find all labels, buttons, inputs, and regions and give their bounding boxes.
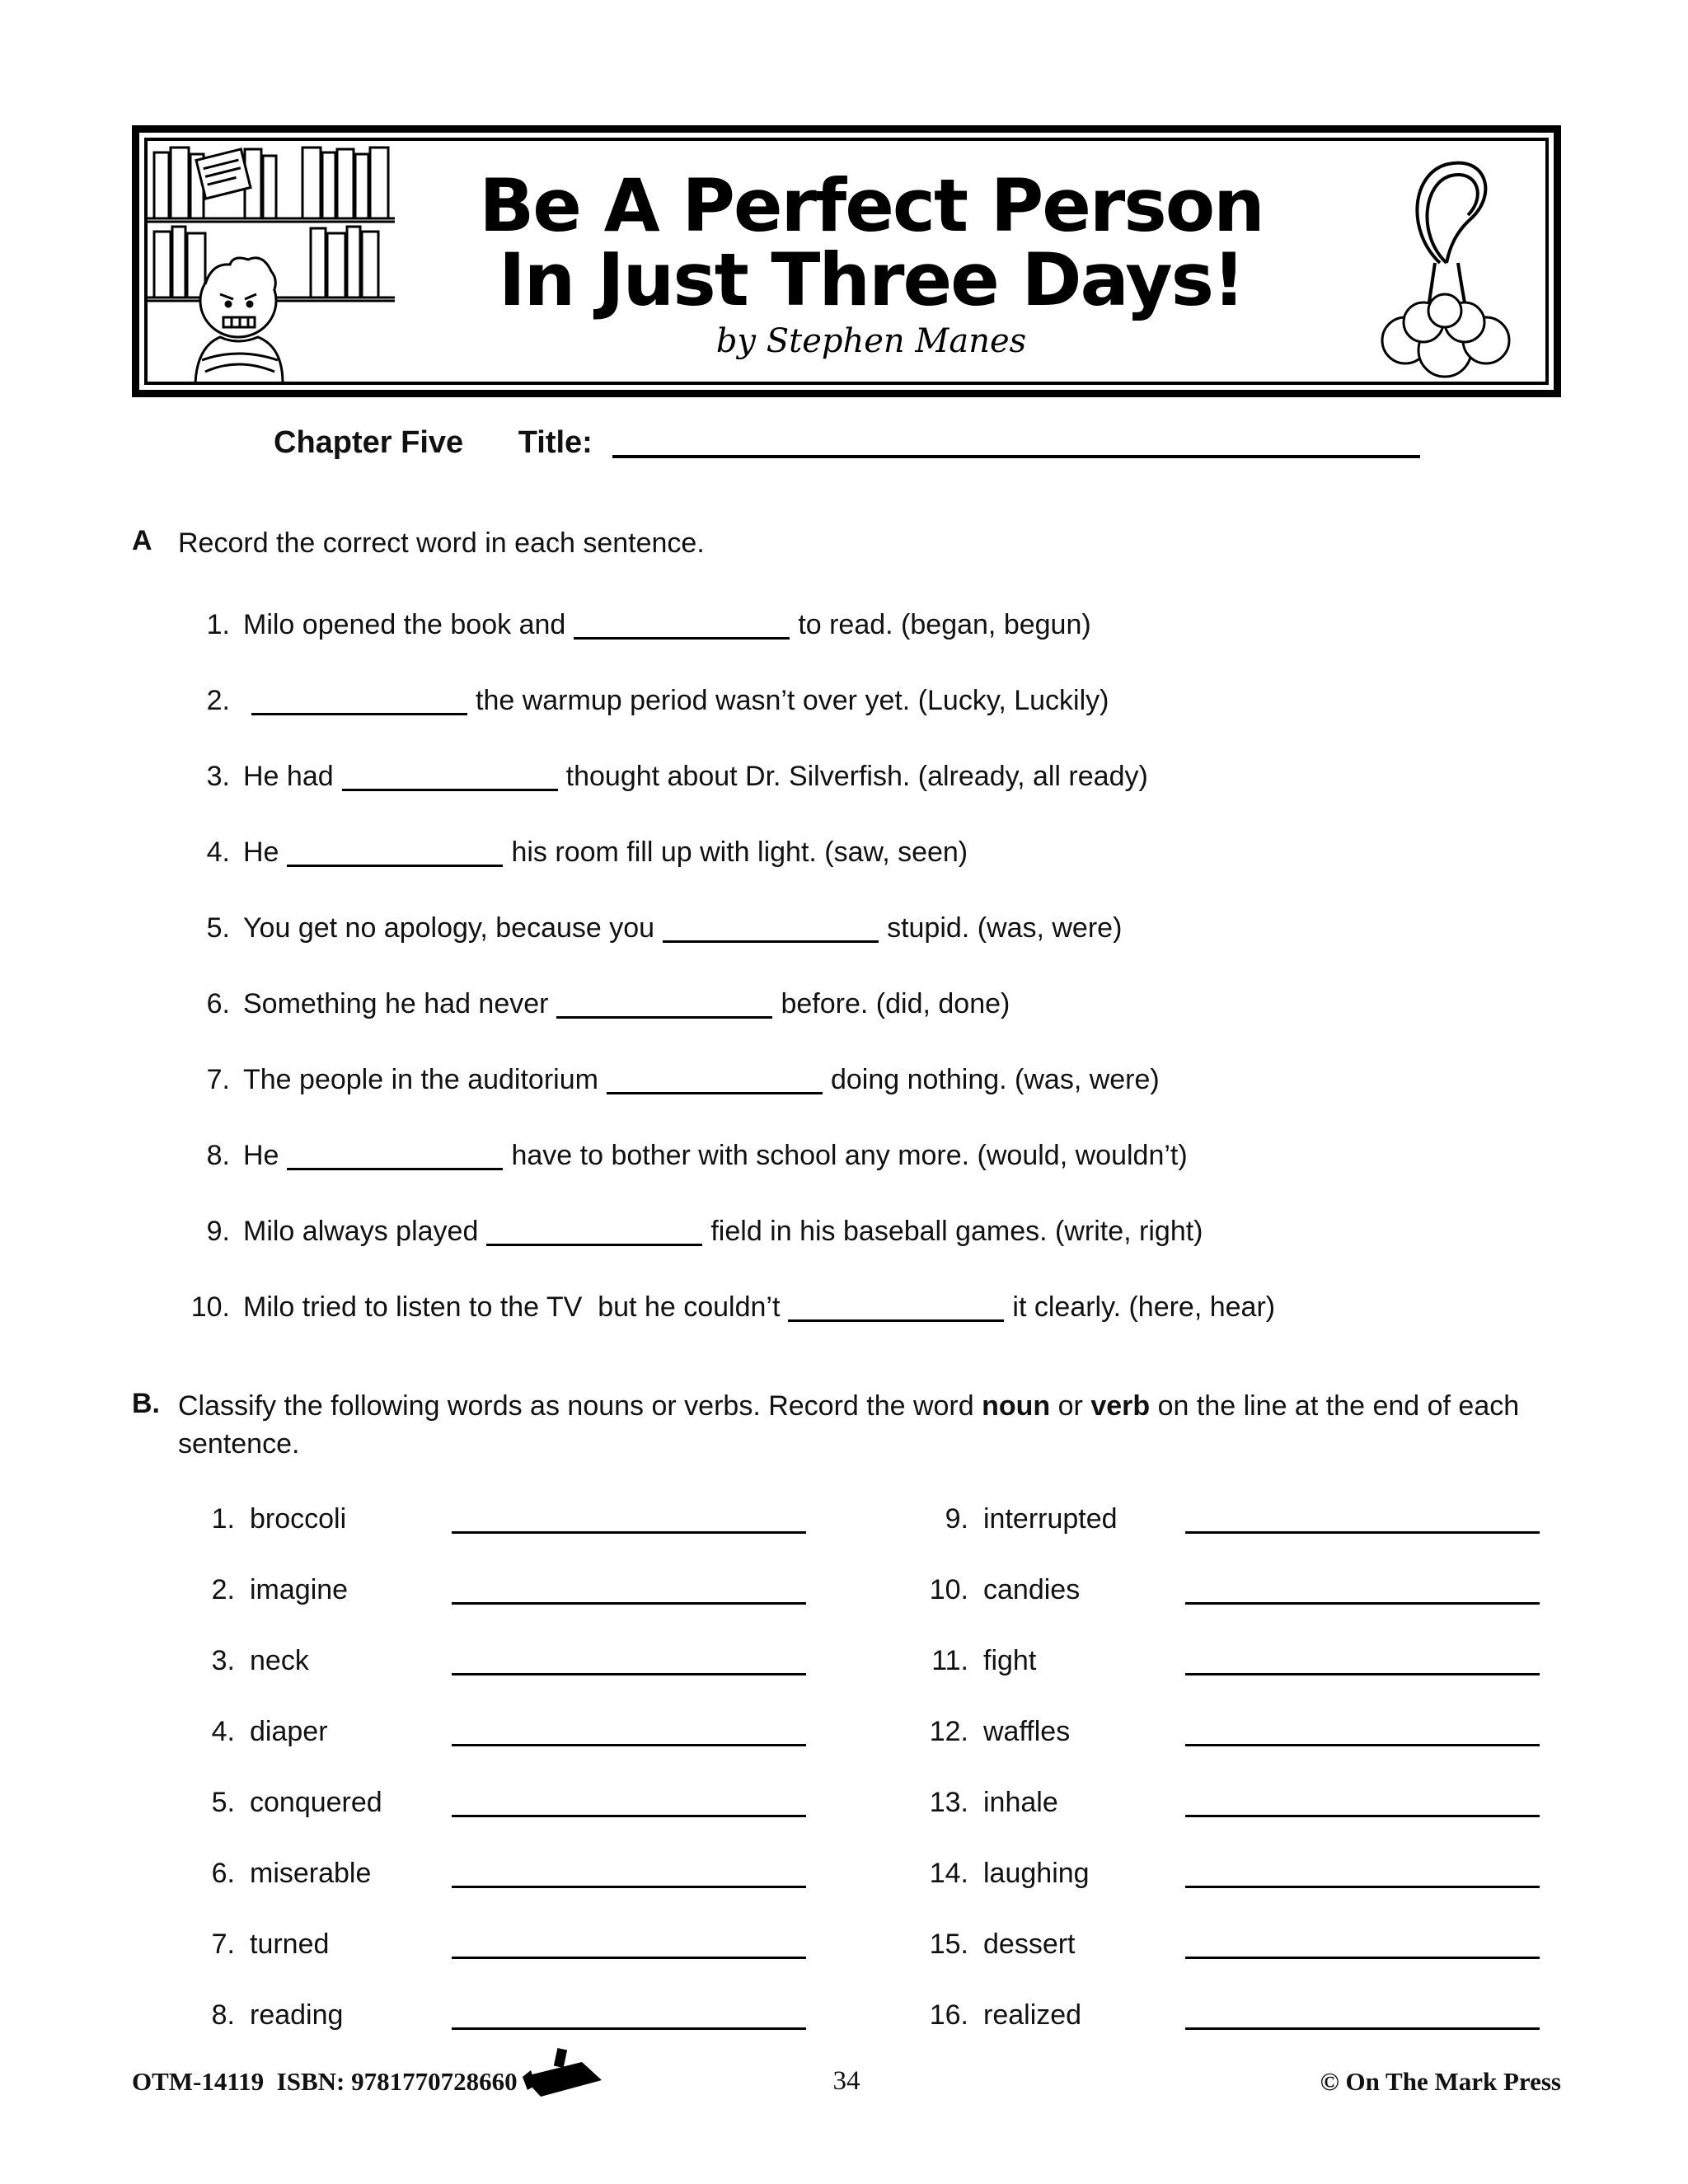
word-label: waffles — [983, 1715, 1071, 1747]
classification-blank — [452, 1722, 806, 1746]
section-b-left-column — [177, 1503, 861, 2070]
item-number: 8. — [206, 1139, 230, 1171]
item-number: 10. — [190, 1291, 230, 1323]
word-item — [911, 1999, 1540, 2032]
item-number: 4. — [206, 836, 230, 868]
sentence-post: before. (did, done) — [781, 987, 1010, 1019]
classification-blank — [452, 1793, 806, 1817]
chapter-line — [274, 425, 1561, 461]
sentence-post: doing nothing. (was, were) — [830, 1063, 1160, 1095]
answer-blank — [788, 1298, 1004, 1322]
word-item — [177, 1999, 861, 2032]
item-number: 14. — [929, 1857, 968, 1889]
answer-blank — [663, 919, 879, 943]
page-number: 34 — [832, 2066, 860, 2096]
sentence-pre: You get no apology, because you — [243, 912, 655, 944]
item-number: 9. — [945, 1502, 968, 1535]
sentence-post: have to bother with school any more. (would, wouldn’t) — [511, 1139, 1188, 1171]
classification-blank — [452, 1935, 806, 1959]
section-b-letter: B. — [132, 1387, 160, 1419]
sentence-item — [177, 1291, 1561, 1324]
classification-blank — [1185, 1793, 1540, 1817]
word-label: dessert — [983, 1928, 1076, 1960]
item-number: 5. — [211, 1786, 235, 1818]
answer-blank — [342, 767, 558, 791]
book-byline: by Stephen Manes — [715, 322, 1027, 361]
item-number: 15. — [929, 1928, 968, 1960]
sentence-post: stupid. (was, were) — [887, 912, 1123, 944]
sentence-post: field in his baseball games. (write, right) — [710, 1215, 1203, 1247]
book-title-line2: In Just Three Days! — [498, 237, 1245, 322]
classification-blank — [1185, 1652, 1540, 1675]
word-label: broccoli — [250, 1502, 347, 1535]
classification-blank — [452, 1652, 806, 1675]
sentence-post: thought about Dr. Silverfish. (already, all ready) — [565, 760, 1148, 792]
section-a-list — [177, 609, 1561, 1324]
instruction-text: or — [1050, 1390, 1091, 1422]
word-label: neck — [250, 1644, 309, 1676]
classification-blank — [1185, 1935, 1540, 1959]
publisher-logo-icon — [519, 2046, 605, 2107]
answer-blank — [287, 843, 503, 867]
header-title-block — [395, 164, 1348, 359]
word-item — [177, 1645, 861, 1677]
broccoli-illustration — [1348, 141, 1545, 382]
classification-blank — [1185, 2006, 1540, 2030]
sentence-post: the warmup period wasn’t over yet. (Lucky, Luckily) — [476, 684, 1109, 716]
header-banner-inner — [144, 138, 1549, 385]
word-item — [177, 1787, 861, 1819]
sentence-pre: Milo tried to listen to the TV but he couldn’t — [243, 1291, 781, 1323]
item-number: 6. — [211, 1857, 235, 1889]
item-number: 7. — [206, 1063, 230, 1095]
word-label: imagine — [250, 1573, 349, 1605]
answer-blank — [574, 616, 790, 640]
answer-blank — [486, 1222, 702, 1246]
book-title-line1: Be A Perfect Person — [479, 162, 1264, 248]
answer-blank — [607, 1071, 823, 1094]
classification-blank — [1185, 1581, 1540, 1605]
word-label: turned — [250, 1928, 330, 1960]
word-item — [911, 1716, 1540, 1748]
item-number: 16. — [929, 1999, 968, 2031]
section-b-instruction — [178, 1388, 1561, 1464]
item-number: 4. — [211, 1715, 235, 1747]
sentence-item — [177, 837, 1561, 869]
item-number: 5. — [206, 912, 230, 944]
section-a-instruction: Record the correct word in each sentence. — [178, 527, 705, 559]
chapter-title-blank — [612, 432, 1420, 458]
word-item — [177, 1929, 861, 1961]
sentence-item — [177, 912, 1561, 944]
classification-blank — [452, 1581, 806, 1605]
sentence-pre: Milo always played — [243, 1215, 479, 1247]
sentence-item — [177, 1064, 1561, 1096]
word-label: inhale — [983, 1786, 1058, 1818]
word-item — [177, 1858, 861, 1890]
footer-copyright: © On The Mark Press — [1320, 2067, 1561, 2096]
item-number: 3. — [206, 760, 230, 792]
item-number: 2. — [211, 1573, 235, 1605]
item-number: 9. — [206, 1215, 230, 1247]
chapter-label: Chapter Five — [274, 425, 464, 460]
sentence-item — [177, 988, 1561, 1020]
item-number: 7. — [211, 1928, 235, 1960]
sentence-pre: Milo opened the book and — [243, 608, 566, 640]
instruction-text: Classify the following words as nouns or verbs. Record the word — [178, 1390, 982, 1422]
item-number: 10. — [929, 1573, 968, 1605]
item-number: 1. — [206, 608, 230, 640]
word-label: laughing — [983, 1857, 1090, 1889]
sentence-post: his room fill up with light. (saw, seen) — [511, 836, 968, 868]
answer-blank — [251, 691, 467, 715]
word-item — [911, 1645, 1540, 1677]
item-number: 12. — [929, 1715, 968, 1747]
library-boy-illustration — [148, 141, 395, 382]
word-item — [177, 1716, 861, 1748]
classification-blank — [452, 1510, 806, 1534]
word-label: diaper — [250, 1715, 328, 1747]
item-number: 1. — [211, 1502, 235, 1535]
sentence-post: it clearly. (here, hear) — [1012, 1291, 1276, 1323]
item-number: 2. — [206, 684, 230, 716]
word-item — [911, 1503, 1540, 1535]
section-a-header — [132, 525, 1561, 563]
sentence-item — [177, 1216, 1561, 1248]
sentence-pre: He — [243, 836, 279, 868]
word-label: fight — [983, 1644, 1037, 1676]
sentence-pre: He — [243, 1139, 279, 1171]
word-label: realized — [983, 1999, 1082, 2031]
word-item — [911, 1858, 1540, 1890]
page-footer — [132, 2044, 1561, 2102]
classification-blank — [452, 2006, 806, 2030]
item-number: 11. — [931, 1644, 968, 1676]
sentence-item — [177, 685, 1561, 717]
section-b-columns — [177, 1503, 1561, 2070]
header-banner — [132, 125, 1561, 397]
sentence-item — [177, 761, 1561, 793]
sentence-item — [177, 609, 1561, 641]
verb-keyword: verb — [1090, 1390, 1151, 1422]
section-b-right-column — [911, 1503, 1540, 2070]
classification-blank — [1185, 1510, 1540, 1534]
classification-blank — [452, 1864, 806, 1888]
answer-blank — [556, 995, 772, 1019]
word-item — [177, 1503, 861, 1535]
sentence-pre: Something he had never — [243, 987, 549, 1019]
sentence-pre: He had — [243, 760, 334, 792]
word-label: conquered — [250, 1786, 382, 1818]
word-label: miserable — [250, 1857, 372, 1889]
item-number: 8. — [211, 1999, 235, 2031]
classification-blank — [1185, 1722, 1540, 1746]
footer-isbn: OTM-14119 ISBN: 9781770728660 — [132, 2067, 518, 2096]
item-number: 6. — [206, 987, 230, 1019]
word-item — [911, 1574, 1540, 1606]
classification-blank — [1185, 1864, 1540, 1888]
word-item — [911, 1929, 1540, 1961]
word-item — [177, 1574, 861, 1606]
sentence-item — [177, 1140, 1561, 1172]
noun-keyword: noun — [982, 1390, 1051, 1422]
title-label: Title: — [518, 425, 593, 460]
section-a-letter: A — [132, 525, 152, 556]
section-b-header — [132, 1388, 1561, 1464]
item-number: 3. — [211, 1644, 235, 1676]
instruction-text: on the line at the end of each sentence. — [178, 1390, 1527, 1460]
sentence-pre: The people in the auditorium — [243, 1063, 598, 1095]
word-item — [911, 1787, 1540, 1819]
sentence-post: to read. (began, begun) — [798, 608, 1091, 640]
word-label: reading — [250, 1999, 344, 2031]
word-label: interrupted — [983, 1502, 1118, 1535]
answer-blank — [287, 1146, 503, 1170]
word-label: candies — [983, 1573, 1081, 1605]
item-number: 13. — [929, 1786, 968, 1818]
